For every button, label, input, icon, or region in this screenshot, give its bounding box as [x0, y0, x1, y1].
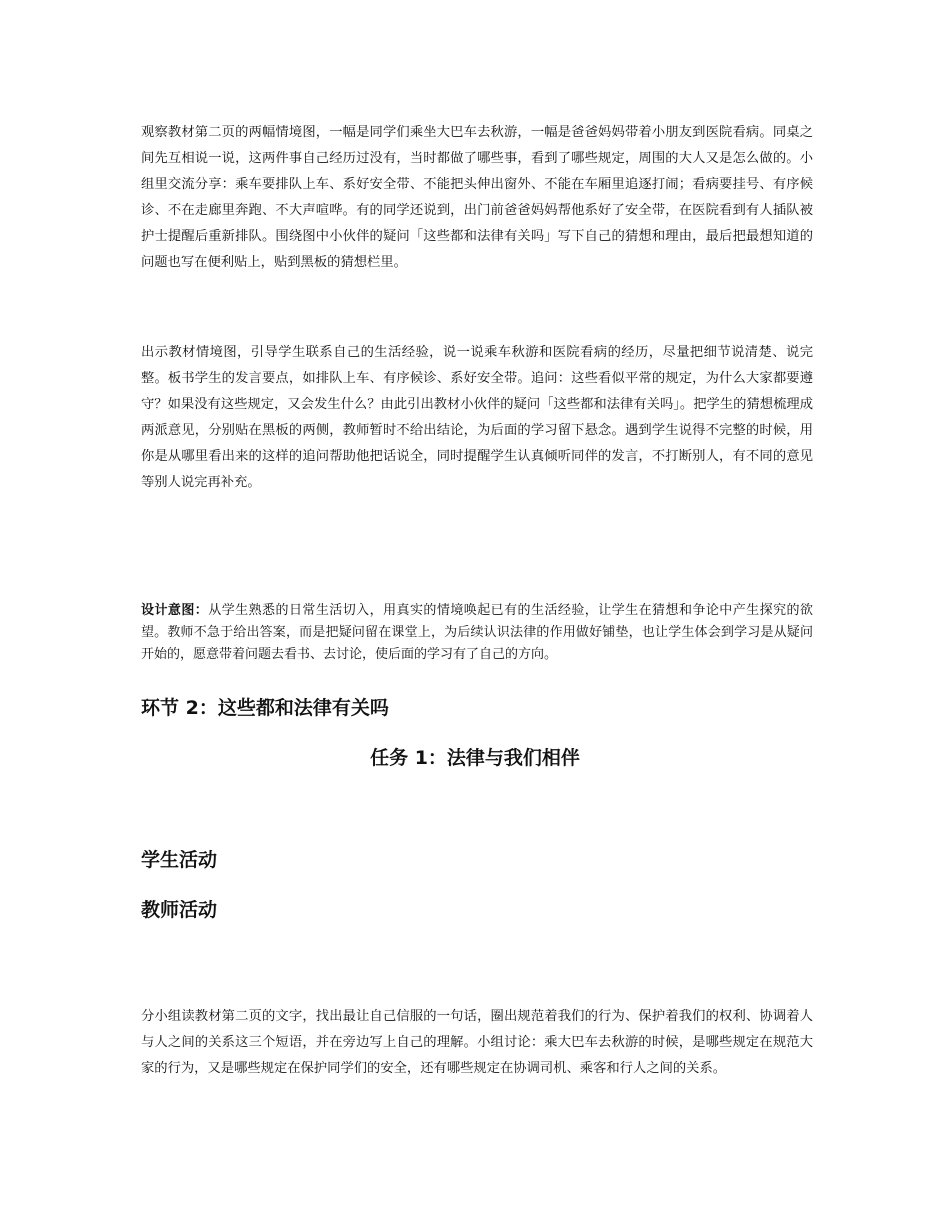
group-read-paragraph: 分小组读教材第二页的文字，找出最让自己信服的一句话，圈出规范着我们的行为、保护着我们的权利、协调着人与人之间的关系这三个短语，并在旁边写上自己的理解。小组讨论：乘大巴车去秋游的时候，是哪些规定在规范大家的行为，又是哪些规定在保护同学们的安全，还有哪些规定在协调司机、乘客和行人之间的关系。 [141, 1009, 813, 1076]
design-intent-text: 从学生熟悉的日常生活切入，用真实的情境唤起已有的生活经验，让学生在猜想和争论中产生探究的欲望。教师不急于给出答案，而是把疑问留在课堂上，为后续认识法律的作用做好铺垫，也让学生体会到学习是从疑问开始的，愿意带着问题去看书、去讨论，使后面的学习有了自己的方向。 [141, 603, 813, 662]
teacher-activity-heading: 教师活动 [141, 899, 218, 921]
student-activity-heading: 学生活动 [141, 849, 218, 871]
task-heading: 任务 1：法律与我们相伴 [370, 747, 580, 769]
teacher-guide-paragraph: 出示教材情境图，引导学生联系自己的生活经验，说一说乘车秋游和医院看病的经历，尽量把细节说清楚、说完整。板书学生的发言要点，如排队上车、有序候诊、系好安全带。追问：这些看似平常的规定，为什么大家都要遵守？如果没有这些规定，又会发生什么？由此引出教材小伙伴的疑问「这些都和法律有关吗」。把学生的猜想梳理成两派意见，分别贴在黑板的两侧，教师暂时不给出结论，为后面的学习留下悬念。遇到学生说得不完整的时候，用你是从哪里看出来的这样的追问帮助他把话说全，同时提醒学生认真倾听同伴的发言，不打断别人，有不同的意见等别人说完再补充。 [141, 345, 813, 490]
section-heading: 环节 2：这些都和法律有关吗 [141, 697, 389, 719]
design-intent-label: 设计意图： [141, 603, 209, 618]
observe-paragraph: 观察教材第二页的两幅情境图，一幅是同学们乘坐大巴车去秋游，一幅是爸爸妈妈带着小朋友到医院看病。同桌之间先互相说一说，这两件事自己经历过没有，当时都做了哪些事，看到了哪些规定，周围的大人又是怎么做的。小组里交流分享：乘车要排队上车、系好安全带、不能把头伸出窗外、不能在车厢里追逐打闹；看病要挂号、有序候诊、不在走廊里奔跑、不大声喧哗。有的同学还说到，出门前爸爸妈妈帮他系好了安全带，在医院看到有人插队被护士提醒后重新排队。围绕图中小伙伴的疑问「这些都和法律有关吗」写下自己的猜想和理由，最后把最想知道的问题也写在便利贴上，贴到黑板的猜想栏里。 [141, 125, 813, 270]
design-intent-paragraph [141, 600, 813, 666]
